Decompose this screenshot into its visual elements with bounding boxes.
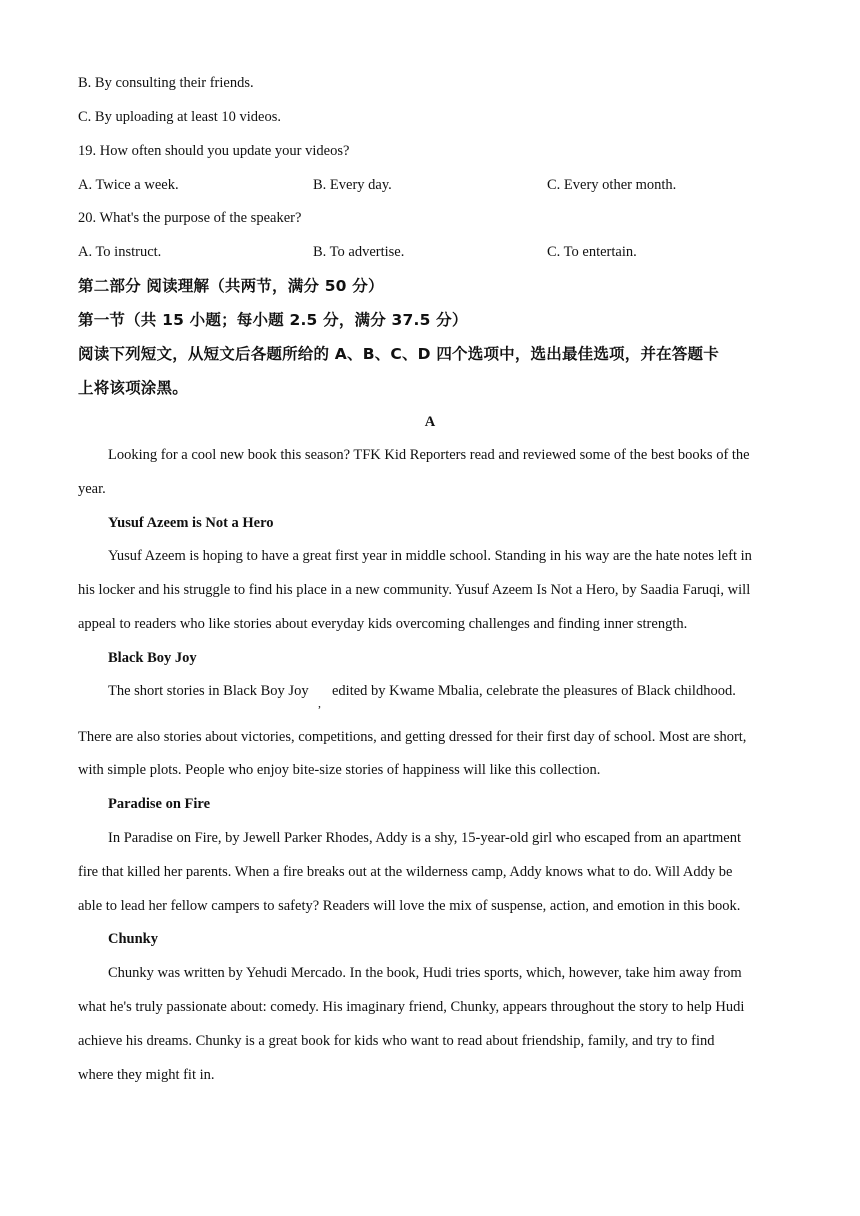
q20-option-b: B. To advertise. (313, 244, 405, 260)
passage-label: A (424, 414, 436, 430)
q19-option-c: C. Every other month. (547, 177, 677, 193)
book-text-line: The short stories in Black Boy Joy (108, 683, 309, 699)
passage-intro-line-1: Looking for a cool new book this season? TFK Kid Reporters read and reviewed some of the best books of the (108, 447, 750, 463)
book-text-line: In Paradise on Fire, by Jewell Parker Rhodes, Addy is a shy, 15-year-old girl who escaped from an apartment (108, 830, 741, 846)
book-text-line: edited by Kwame Mbalia, celebrate the pleasures of Black childhood. (332, 683, 736, 699)
instruction-line-2: 上将该项涂黑。 (78, 379, 188, 397)
book-title: Yusuf Azeem is Not a Hero (108, 515, 274, 531)
book-text-line: achieve his dreams. Chunky is a great book for kids who want to read about friendship, family, and try to find (78, 1033, 715, 1049)
book-text-line: where they might fit in. (78, 1067, 215, 1083)
q20-stem: 20. What's the purpose of the speaker? (78, 210, 302, 226)
section1-heading: 第一节（共 15 小题；每小题 2.5 分，满分 37.5 分） (78, 311, 468, 329)
book-text-line: his locker and his struggle to find his place in a new community. Yusuf Azeem Is Not a Hero, by Saadia Faruqi, will (78, 582, 751, 598)
part2-heading: 第二部分 阅读理解（共两节，满分 50 分） (78, 277, 384, 295)
book-text-line: Chunky was written by Yehudi Mercado. In the book, Hudi tries sports, which, however, take him away from (108, 965, 742, 981)
book-text-line: able to lead her fellow campers to safety? Readers will love the mix of suspense, action, and emotion in this book. (78, 898, 741, 914)
q20-option-c: C. To entertain. (547, 244, 637, 260)
book-title: Paradise on Fire (108, 796, 211, 812)
book-title: Chunky (108, 931, 158, 947)
instruction-line-1: 阅读下列短文，从短文后各题所给的 A、B、C、D 四个选项中，选出最佳选项，并在答题卡 (78, 345, 719, 363)
q18-option-b: B. By consulting their friends. (78, 75, 254, 91)
book-title: Black Boy Joy (108, 650, 197, 666)
q18-option-c: C. By uploading at least 10 videos. (78, 109, 281, 125)
book-text-line: There are also stories about victories, competitions, and getting dressed for their first day of school. Most are short, (78, 729, 747, 745)
passage-intro-line-2: year. (78, 481, 106, 497)
book-text-line: what he's truly passionate about: comedy. His imaginary friend, Chunky, appears throughout the story to help Hudi (78, 999, 745, 1015)
book-text-line: fire that killed her parents. When a fire breaks out at the wilderness camp, Addy knows what to do. Will Addy be (78, 864, 733, 880)
book-text-line: Yusuf Azeem is hoping to have a great first year in middle school. Standing in his way are the hate notes left in (108, 548, 752, 564)
book-text-line: with simple plots. People who enjoy bite-size stories of happiness will like this collection. (78, 762, 601, 778)
q19-stem: 19. How often should you update your videos? (78, 143, 350, 159)
q19-option-a: A. Twice a week. (78, 177, 179, 193)
stray-comma: , (318, 696, 321, 710)
book-text-line: appeal to readers who like stories about everyday kids overcoming challenges and finding inner strength. (78, 616, 688, 632)
q20-option-a: A. To instruct. (78, 244, 162, 260)
q19-option-b: B. Every day. (313, 177, 392, 193)
